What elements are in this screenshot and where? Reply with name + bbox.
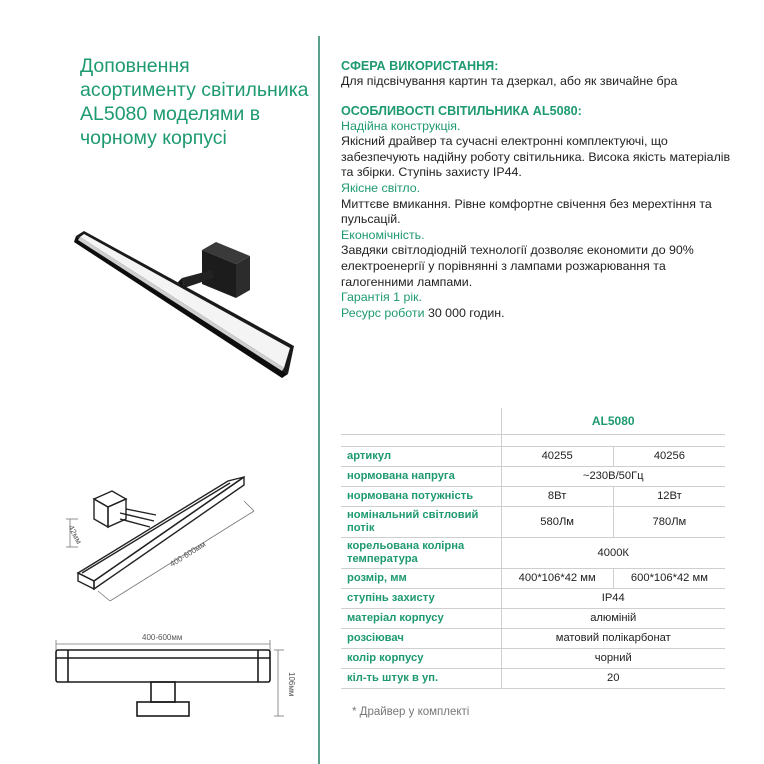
feature-2-text: Миттєве вмикання. Рівне комфортне свічення без мерехтіння та пульсацій. — [341, 196, 712, 227]
spec-row-power: нормована потужність 8Вт 12Вт — [341, 486, 725, 506]
features-heading: ОСОБЛИВОСТІ СВІТИЛЬНИКА AL5080: — [341, 103, 582, 118]
front-mount-outline — [137, 702, 189, 716]
feature-3-title: Економічність. — [341, 227, 425, 242]
front-arm-outline — [151, 682, 175, 702]
lamp-diffuser — [80, 234, 290, 368]
spec-row-voltage: нормована напруга ~230В/50Гц — [341, 466, 725, 486]
spec-row-qty: кіл-ть штук в уп. 20 — [341, 668, 725, 688]
feature-1-text: Якісний драйвер та сучасні електронні комплектуючі, що забезпечують надійну роботу світильника. Висока якість матеріалів та збірки. Ступінь захисту IP44. — [341, 134, 731, 180]
iso-mount-outline — [94, 491, 126, 507]
spec-row-material: матеріал корпусу алюміній — [341, 608, 725, 628]
spec-row-diffuser: розсіювач матовий полікарбонат — [341, 628, 725, 648]
spec-row-ip: ступінь захисту IP44 — [341, 588, 725, 608]
spec-row-size: розмір, мм 400*106*42 мм 600*106*42 мм — [341, 568, 725, 588]
spec-model-name: AL5080 — [501, 408, 725, 434]
spec-row-flux: номінальний світловий потік 580Лм 780Лм — [341, 506, 725, 537]
usage-text: Для підсвічування картин та дзеркал, або як звичайне бра — [341, 74, 678, 88]
front-drawing — [48, 628, 298, 728]
page-title: Доповнення асортименту світильника AL5080 моделями в чорному корпусі — [80, 55, 309, 149]
spec-row-cct: корельована колірна температура 4000К — [341, 537, 725, 568]
spec-row-color: колір корпусу чорний — [341, 648, 725, 668]
warranty-text: Гарантія 1 рік. — [341, 290, 422, 305]
product-photo — [70, 222, 302, 382]
resource-value: 30 000 годин. — [427, 305, 505, 320]
feature-2-title: Якісне світло. — [341, 180, 421, 195]
spec-row-article: артикул 40255 40256 — [341, 446, 725, 466]
feature-1-title: Надійна конструкція. — [341, 118, 461, 133]
iso-width-label: 400-600мм — [168, 539, 208, 569]
footnote: * Драйвер у комплекті — [352, 706, 470, 718]
usage-heading: СФЕРА ВИКОРИСТАННЯ: — [341, 59, 499, 73]
spec-table — [341, 408, 725, 689]
iso-depth-label: 42мм — [66, 523, 84, 546]
front-height-label: 106мм — [287, 672, 296, 697]
resource-line — [341, 306, 741, 322]
spec-header-row — [341, 408, 725, 434]
front-width-label: 400-600мм — [142, 633, 183, 642]
resource-label: Ресурс роботи — [341, 305, 425, 320]
iso-bar-outline — [78, 477, 244, 581]
description-block — [341, 58, 741, 321]
iso-drawing — [58, 455, 258, 615]
feature-3-text: Завдяки світлодіодній технології дозволяє економити до 90% електроенергії у порівнянні з лампами розжарювання та галогенними лампами. — [341, 243, 694, 289]
front-bar-outline — [56, 650, 270, 682]
column-divider — [318, 36, 320, 764]
